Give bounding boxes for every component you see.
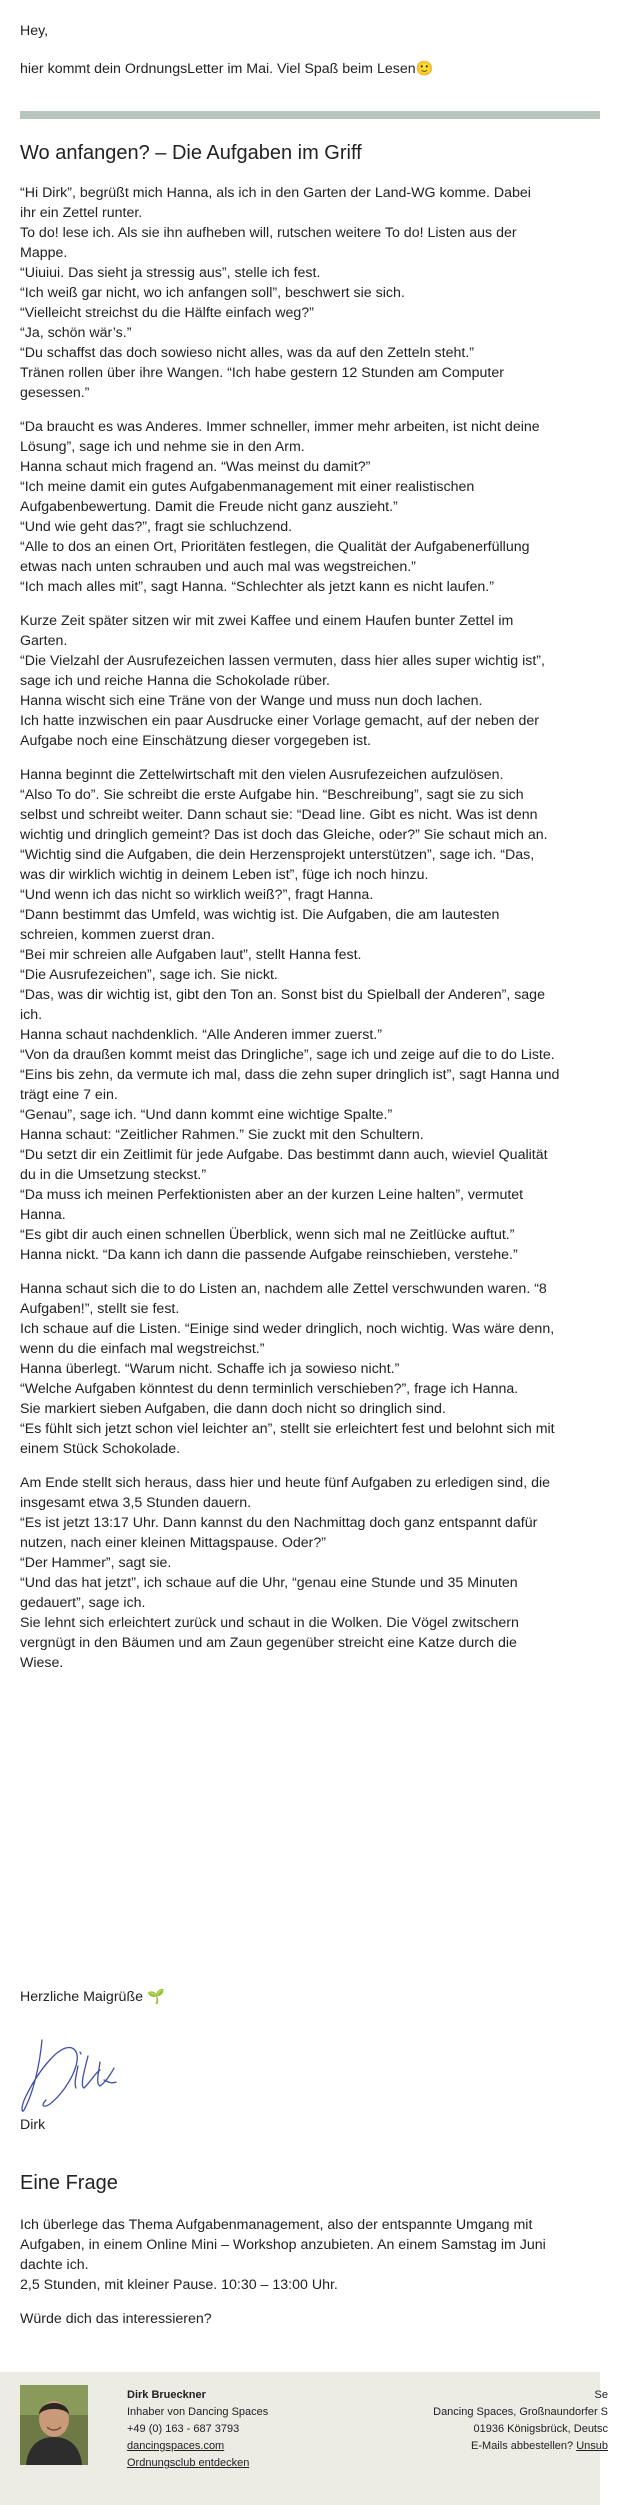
footer-contact	[127, 2387, 268, 2472]
text-line: Mappe.	[20, 245, 68, 261]
text-line: etwas nach unten schrauben und auch mal was wegstreichen.”	[20, 559, 416, 575]
text-line: “Also To do”. Sie schreibt die erste Aufgabe hin. “Beschreibung”, sagt sie zu sich	[20, 787, 524, 803]
text-line: “Welche Aufgaben könntest du denn terminlich verschieben?”, frage ich Hanna.	[20, 1381, 519, 1397]
text-line: “Bei mir schreien alle Aufgaben laut”, stellt Hanna fest.	[20, 947, 362, 963]
footer-name: Dirk Brueckner	[127, 2389, 206, 2401]
text-line: “Ja, schön wär’s.”	[20, 325, 132, 341]
text-line: Kurze Zeit später sitzen wir mit zwei Kaffee und einem Haufen bunter Zettel im	[20, 613, 514, 629]
avatar	[20, 2385, 88, 2465]
text-line: dachte ich.	[20, 2257, 89, 2273]
text-line: “Und das hat jetzt”, ich schaue auf die Uhr, “genau eine Stunde und 35 Minuten	[20, 1575, 518, 1591]
closing-regards: Herzliche Maigrüße 🌱	[20, 1989, 165, 2005]
text-line: Sie markiert sieben Aufgaben, die dann doch nicht so dringlich sind.	[20, 1401, 446, 1417]
unsubscribe-link[interactable]: Unsub	[576, 2440, 608, 2452]
text-line: “Die Ausrufezeichen”, sage ich. Sie nickt.	[20, 967, 278, 983]
text-line: Wiese.	[20, 1655, 64, 1671]
question-title: Eine Frage	[20, 2172, 118, 2194]
text-line: Hanna schaut: “Zeitlicher Rahmen.” Sie zuckt mit den Schultern.	[20, 1127, 424, 1143]
text-line: Sie lehnt sich erleichtert zurück und schaut in die Wolken. Die Vögel zwitschern	[20, 1615, 519, 1631]
text-line: Lösung”, sage ich und nehme sie in den Arm.	[20, 439, 305, 455]
text-line: Tränen rollen über ihre Wangen. “Ich habe gestern 12 Stunden am Computer	[20, 365, 504, 381]
text-line: Hanna schaut sich die to do Listen an, nachdem alle Zettel verschwunden waren. “8	[20, 1281, 547, 1297]
text-line: 2,5 Stunden, mit kleiner Pause. 10:30 – 13:00 Uhr.	[20, 2277, 338, 2293]
text-line: “Es fühlt sich jetzt schon viel leichter an”, stellt sie erleichtert fest und belohnt sich mit	[20, 1421, 555, 1437]
text-line: “Vielleicht streichst du die Hälfte einfach weg?”	[20, 305, 314, 321]
text-line: “Von da draußen kommt meist das Dringliche”, sage ich und zeige auf die to do Liste.	[20, 1047, 555, 1063]
unsubscribe-prefix: E-Mails abbestellen?	[471, 2440, 577, 2452]
text-line: wichtig und dringlich gemeint? Das ist doch das Gleiche, oder?” Sie schaut mich an.	[20, 827, 548, 843]
text-line: Hanna wischt sich eine Träne von der Wange und muss nun doch lachen.	[20, 693, 483, 709]
text-line: Hanna nickt. “Da kann ich dann die passende Aufgabe reinschieben, verstehe.”	[20, 1247, 518, 1263]
text-line: “Hi Dirk”, begrüßt mich Hanna, als ich in den Garten der Land-WG komme. Dabei	[20, 185, 531, 201]
website-link[interactable]: dancingspaces.com	[127, 2440, 225, 2452]
signature-image	[20, 2022, 120, 2122]
intro-line: hier kommt dein OrdnungsLetter im Mai. Viel Spaß beim Lesen🙂	[20, 61, 434, 77]
text-line: Hanna beginnt die Zettelwirtschaft mit den vielen Ausrufezeichen aufzulösen.	[20, 767, 504, 783]
paragraph	[20, 765, 559, 1265]
text-line: “Dann bestimmt das Umfeld, was wichtig ist. Die Aufgaben, die am lautesten	[20, 907, 500, 923]
text-line: was dir wirklich wichtig in deinem Leben ist”, füge ich noch hinzu.	[20, 867, 429, 883]
paragraph	[20, 1279, 559, 1459]
question-text	[20, 2215, 546, 2343]
text-line: du in die Umsetzung steckst.”	[20, 1167, 207, 1183]
text-line: ihr ein Zettel runter.	[20, 205, 143, 221]
paragraph	[20, 611, 559, 751]
text-line: “Du setzt dir ein Zeitlimit für jede Aufgabe. Das bestimmt dann auch, wieviel Qualität	[20, 1147, 548, 1163]
text-line: “Die Vielzahl der Ausrufezeichen lassen vermuten, dass hier alles super wichtig ist”,	[20, 653, 545, 669]
text-line: Ich schaue auf die Listen. “Einige sind weder dringlich, noch wichtig. Was wäre denn,	[20, 1321, 555, 1337]
text-line: “Ich mach alles mit”, sagt Hanna. “Schlechter als jetzt kann es nicht laufen.”	[20, 579, 494, 595]
footer-role: Inhaber von Dancing Spaces	[127, 2406, 269, 2418]
text-line: “Es gibt dir auch einen schnellen Überblick, wenn sich mal ne Zeitlücke auftut.”	[20, 1227, 515, 1243]
text-line: einem Stück Schokolade.	[20, 1441, 181, 1457]
text-line: Aufgabenbewertung. Damit die Freude nicht ganz auszieht.”	[20, 499, 398, 515]
text-line: gedauert”, sage ich.	[20, 1595, 146, 1611]
text-line: “Der Hammer”, sagt sie.	[20, 1555, 172, 1571]
text-line: Hanna schaut nachdenklich. “Alle Anderen immer zuerst.”	[20, 1027, 382, 1043]
text-line: “Das, was dir wichtig ist, gibt den Ton an. Sonst bist du Spielball der Anderen”, sage	[20, 987, 545, 1003]
text-line: “Wichtig sind die Aufgaben, die dein Herzensprojekt unterstützen”, sage ich. “Das,	[20, 847, 535, 863]
text-line: nutzen, nach einer kleinen Mittagspause. Oder?”	[20, 1535, 327, 1551]
text-line: “Da braucht es was Anderes. Immer schneller, immer mehr arbeiten, ist nicht deine	[20, 419, 540, 435]
text-line: Hanna überlegt. “Warum nicht. Schaffe ich ja sowieso nicht.”	[20, 1361, 400, 1377]
text-line: Hanna.	[20, 1207, 66, 1223]
text-line: “Es ist jetzt 13:17 Uhr. Dann kannst du den Nachmittag doch ganz entspannt dafür	[20, 1515, 538, 1531]
text-line: Garten.	[20, 633, 68, 649]
text-line: “Alle to dos an einen Ort, Prioritäten festlegen, die Qualität der Aufgabenerfüllung	[20, 539, 530, 555]
paragraph	[20, 2215, 546, 2295]
text-line: To do! lese ich. Als sie ihn aufheben will, rutschen weitere To do! Listen aus der	[20, 225, 517, 241]
footer-legal	[425, 2387, 608, 2455]
paragraph	[20, 2309, 546, 2329]
text-line: ich.	[20, 1007, 43, 1023]
text-line: “Uiuiui. Das sieht ja stressig aus”, stelle ich fest.	[20, 265, 321, 281]
paragraph	[20, 417, 559, 597]
text-line: Aufgaben!”, stellt sie fest.	[20, 1301, 180, 1317]
footer-city-line: 01936 Königsbrück, Deutsc	[473, 2423, 608, 2435]
text-line: “Ich weiß gar nicht, wo ich anfangen soll”, beschwert sie sich.	[20, 285, 405, 301]
divider	[20, 111, 600, 119]
unsubscribe-line	[433, 2438, 608, 2455]
text-line: “Ich meine damit ein gutes Aufgabenmanagement mit einer realistischen	[20, 479, 475, 495]
footer-phone: +49 (0) 163 - 687 3793	[127, 2423, 240, 2435]
email-footer	[0, 2372, 608, 2505]
text-line: “Genau”, sage ich. “Und dann kommt eine wichtige Spalte.”	[20, 1107, 393, 1123]
text-line: vergnügt in den Bäumen und am Zaun gegenüber streicht eine Katze durch die	[20, 1635, 517, 1651]
text-line: Würde dich das interessieren?	[20, 2311, 212, 2327]
text-line: Ich überlege das Thema Aufgabenmanagement, also der entspannte Umgang mit	[20, 2217, 533, 2233]
ordnungsclub-link[interactable]: Ordnungsclub entdecken	[127, 2457, 250, 2469]
text-line: schreien, kommen zuerst dran.	[20, 927, 215, 943]
paragraph	[20, 1473, 559, 1673]
text-line: wenn du die einfach mal wegstreichst.”	[20, 1341, 265, 1357]
person-photo-icon	[20, 2385, 88, 2465]
text-line: “Und wie geht das?”, fragt sie schluchzend.	[20, 519, 293, 535]
text-line: Hanna schaut mich fragend an. “Was meinst du damit?”	[20, 459, 371, 475]
text-line: Ich hatte inzwischen ein paar Ausdrucke einer Vorlage gemacht, auf der neben der	[20, 713, 539, 729]
text-line: selbst und schreibt weiter. Dann schaut sie: “Dead line. Gibt es nicht. Was ist denn	[20, 807, 538, 823]
text-line: Aufgabe noch eine Einschätzung dieser vorgegeben ist.	[20, 733, 371, 749]
text-line: “Du schaffst das doch sowieso nicht alles, was da auf den Zetteln steht.”	[20, 345, 474, 361]
text-line: sage ich und reiche Hanna die Schokolade rüber.	[20, 673, 330, 689]
signature-name: Dirk	[20, 2117, 46, 2133]
text-line: “Eins bis zehn, da vermute ich mal, dass die zehn super dringlich ist”, sagt Hanna und	[20, 1067, 560, 1083]
footer-address-line: Dancing Spaces, Großnaundorfer S	[433, 2406, 608, 2418]
text-line: Am Ende stellt sich heraus, dass hier und heute fünf Aufgaben zu erledigen sind, die	[20, 1475, 551, 1491]
text-line: Aufgaben, in einem Online Mini – Workshop anzubieten. An einem Samstag im Juni	[20, 2237, 546, 2253]
text-line: “Und wenn ich das nicht so wirklich weiß?”, fragt Hanna.	[20, 887, 374, 903]
greeting-line: Hey,	[20, 23, 49, 39]
text-line: “Da muss ich meinen Perfektionisten aber an der kurzen Leine halten”, vermutet	[20, 1187, 524, 1203]
section-title: Wo anfangen? – Die Aufgaben im Griff	[20, 142, 362, 164]
text-line: trägt eine 7 ein.	[20, 1087, 118, 1103]
text-line: gesessen.”	[20, 385, 90, 401]
text-line: insgesamt etwa 3,5 Stunden dauern.	[20, 1495, 252, 1511]
paragraph	[20, 183, 559, 403]
story-text	[20, 183, 559, 1687]
footer-right-line: Se	[594, 2389, 608, 2401]
